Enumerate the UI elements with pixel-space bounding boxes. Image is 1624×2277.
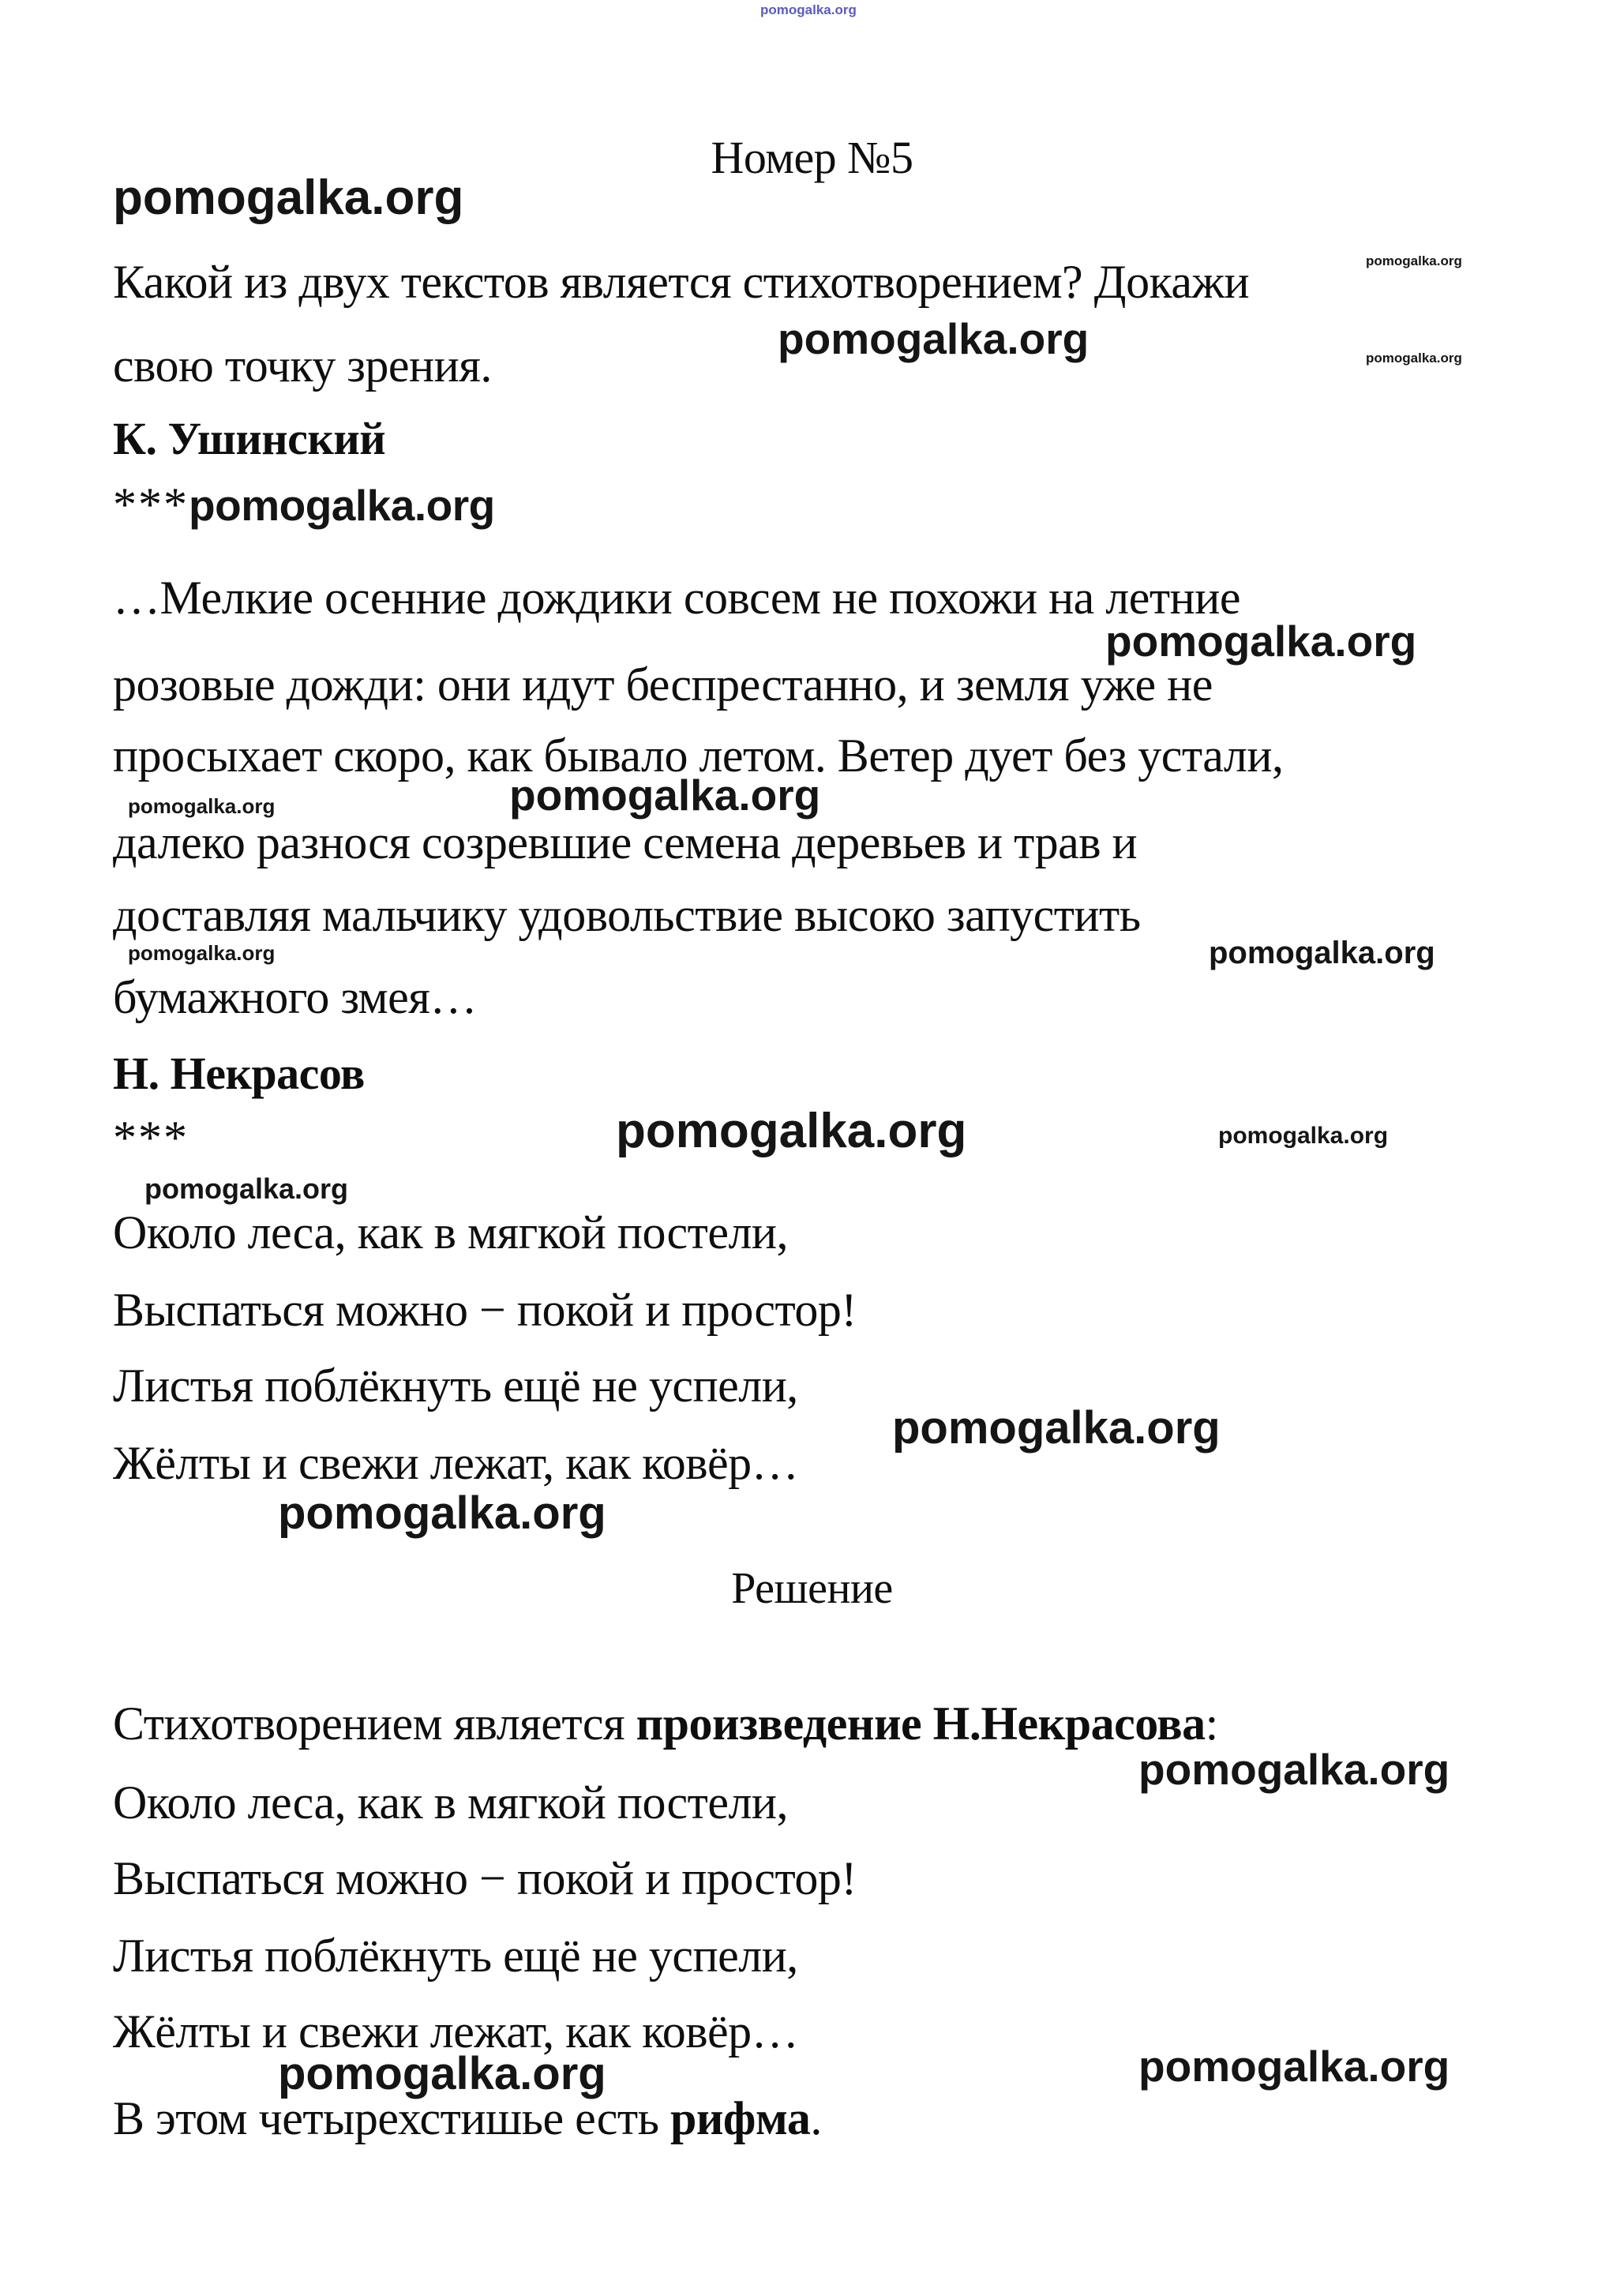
poem2-line-2: Выспаться можно − покой и простор!: [113, 1852, 857, 1904]
poem2-line-1: Около леса, как в мягкой постели,: [113, 1776, 789, 1829]
solution-conclusion-bold: рифма: [669, 2092, 811, 2144]
poem1-line-1: Около леса, как в мягкой постели,: [113, 1206, 789, 1259]
author-heading-nekrasov: Н. Некрасов: [113, 1048, 365, 1099]
author-heading-ushinsky: К. Ушинский: [113, 413, 386, 464]
poem1-line-2: Выспаться можно − покой и простор!: [113, 1284, 857, 1336]
poem2-line-3: Листья поблёкнуть ещё не успели,: [113, 1930, 798, 1982]
watermark-12: pomogalka.org: [278, 2048, 606, 2099]
watermark-8: pomogalka.org: [1218, 1123, 1389, 1149]
watermark-1: pomogalka.org: [113, 171, 464, 225]
watermark-9: pomogalka.org: [892, 1402, 1221, 1454]
watermark-top-blue: pomogalka.org: [760, 2, 857, 17]
prose-line-1: …Мелкие осенние дождики совсем не похожи на летние: [113, 572, 1240, 624]
page-title: Номер №5: [711, 132, 913, 183]
poem1-line-3: Листья поблёкнуть ещё не успели,: [113, 1360, 798, 1412]
separator-stars-2: ***: [113, 1112, 189, 1164]
watermark-13: pomogalka.org: [1138, 2042, 1450, 2091]
watermark-small-right-2: pomogalka.org: [1366, 351, 1462, 366]
solution-conclusion-normal: В этом четырехстишье есть: [113, 2092, 670, 2144]
solution-statement: [113, 1697, 1218, 1750]
prose-line-3: просыхает скоро, как бывало летом. Ветер дует без устали,: [113, 730, 1284, 782]
watermark-2: pomogalka.org: [778, 314, 1090, 363]
solution-statement-normal: Стихотворением является: [113, 1697, 636, 1750]
solution-heading: Решение: [731, 1564, 893, 1613]
watermark-10: pomogalka.org: [278, 1487, 606, 1539]
watermark-small-left-1: pomogalka.org: [128, 794, 276, 818]
prose-line-4: далеко разнося созревшие семена деревьев и трав и: [113, 816, 1138, 868]
watermark-small-left-2: pomogalka.org: [128, 941, 276, 965]
watermark-5: pomogalka.org: [509, 771, 821, 820]
watermark-6: pomogalka.org: [1209, 936, 1435, 970]
prose-line-5: доставляя мальчику удовольствие высоко запустить: [113, 889, 1141, 941]
poem1-line-4: Жёлты и свежи лежат, как ковёр…: [113, 1437, 799, 1489]
solution-statement-bold: произведение Н.Некрасова: [636, 1697, 1206, 1750]
poem2-line-4: Жёлты и свежи лежат, как ковёр…: [113, 2005, 799, 2058]
watermark-3-inline: pomogalka.org: [189, 481, 495, 530]
solution-statement-end: :: [1205, 1697, 1218, 1750]
prose-line-6: бумажного змея…: [113, 971, 477, 1023]
separator-line-1: [113, 478, 495, 531]
question-line-2: свою точку зрения.: [113, 339, 492, 392]
solution-conclusion: [113, 2092, 822, 2144]
separator-stars-1: ***: [113, 478, 189, 531]
watermark-medium-left: pomogalka.org: [144, 1172, 349, 1205]
watermark-4: pomogalka.org: [1105, 617, 1417, 666]
question-line-1: Какой из двух текстов является стихотворением? Докажи: [113, 256, 1250, 308]
watermark-7: pomogalka.org: [616, 1104, 967, 1158]
watermark-small-right-1: pomogalka.org: [1366, 253, 1462, 268]
solution-conclusion-end: .: [810, 2092, 822, 2144]
watermark-11: pomogalka.org: [1138, 1745, 1450, 1794]
prose-line-2: розовые дожди: они идут беспрестанно, и земля уже не: [113, 658, 1213, 711]
